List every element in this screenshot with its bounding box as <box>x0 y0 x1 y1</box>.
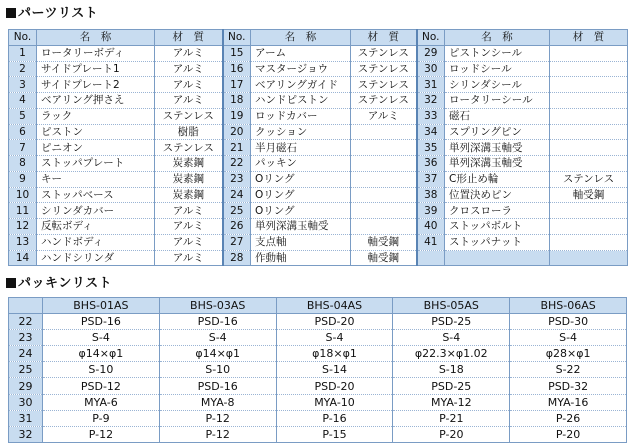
packing-no-header <box>9 298 43 314</box>
part-material: アルミ <box>155 45 223 61</box>
part-no: 27 <box>223 234 251 250</box>
part-material <box>351 219 417 235</box>
part-material: 樹脂 <box>155 124 223 140</box>
material-header: 材 質 <box>550 30 628 46</box>
packing-code: P-9 <box>43 410 160 426</box>
packing-code: PSD-25 <box>393 378 510 394</box>
part-material <box>351 140 417 156</box>
part-material: アルミ <box>155 219 223 235</box>
part-material: ステンレス <box>155 140 223 156</box>
packing-code: S-10 <box>43 362 160 378</box>
part-name: 反転ボディ <box>37 219 155 235</box>
part-material: 軸受鋼 <box>351 250 417 266</box>
part-name: 位置決めピン <box>445 187 550 203</box>
packing-code: φ22.3×φ1.02 <box>393 346 510 362</box>
packing-part-no: 32 <box>9 426 43 442</box>
packing-code: PSD-12 <box>43 378 160 394</box>
part-name: ロッドシール <box>445 61 550 77</box>
part-no: 29 <box>417 45 445 61</box>
part-material: 軸受鋼 <box>351 234 417 250</box>
part-no: 31 <box>417 77 445 93</box>
part-no: 5 <box>9 108 37 124</box>
part-no: 15 <box>223 45 251 61</box>
part-name: ストッパボルト <box>445 219 550 235</box>
part-material <box>351 187 417 203</box>
part-name: Oリング <box>251 187 351 203</box>
part-no: 8 <box>9 156 37 172</box>
part-material: アルミ <box>155 250 223 266</box>
part-material: 炭素鋼 <box>155 171 223 187</box>
part-name: 単列深溝玉軸受 <box>251 219 351 235</box>
parts-row <box>9 61 628 77</box>
packing-part-no: 31 <box>9 410 43 426</box>
part-name <box>445 250 550 266</box>
parts-row <box>9 203 628 219</box>
material-header: 材 質 <box>155 30 223 46</box>
parts-row <box>9 219 628 235</box>
part-material <box>351 156 417 172</box>
no-header: No. <box>9 30 37 46</box>
model-header: BHS-06AS <box>510 298 627 314</box>
part-no: 18 <box>223 93 251 109</box>
part-no: 35 <box>417 140 445 156</box>
packing-code: φ18×φ1 <box>276 346 393 362</box>
part-name: C形止め輪 <box>445 171 550 187</box>
packing-code: S-18 <box>393 362 510 378</box>
parts-row <box>9 156 628 172</box>
part-material: 軸受鋼 <box>550 187 628 203</box>
no-header: No. <box>223 30 251 46</box>
part-material <box>550 61 628 77</box>
part-material: 炭素鋼 <box>155 187 223 203</box>
part-no: 33 <box>417 108 445 124</box>
parts-row <box>9 140 628 156</box>
parts-table <box>8 29 628 266</box>
part-name: パッキン <box>251 156 351 172</box>
part-material <box>550 203 628 219</box>
packing-row <box>9 362 627 378</box>
part-no: 16 <box>223 61 251 77</box>
part-no: 12 <box>9 219 37 235</box>
part-name: ロータリーボディ <box>37 45 155 61</box>
packing-code: MYA-10 <box>276 394 393 410</box>
packing-code: S-14 <box>276 362 393 378</box>
part-name: ハンドシリンダ <box>37 250 155 266</box>
part-material <box>550 108 628 124</box>
part-material <box>550 234 628 250</box>
packing-part-no: 29 <box>9 378 43 394</box>
part-name: サイドプレート2 <box>37 77 155 93</box>
parts-row <box>9 45 628 61</box>
part-name: 半月磁石 <box>251 140 351 156</box>
packing-part-no: 30 <box>9 394 43 410</box>
part-no: 6 <box>9 124 37 140</box>
packing-code: PSD-32 <box>510 378 627 394</box>
part-name: ベアリングガイド <box>251 77 351 93</box>
packing-code: P-21 <box>393 410 510 426</box>
packing-row <box>9 426 627 442</box>
part-material: アルミ <box>155 234 223 250</box>
part-material: アルミ <box>351 108 417 124</box>
part-no: 38 <box>417 187 445 203</box>
packing-table <box>8 297 627 443</box>
part-material <box>550 93 628 109</box>
part-name: クッション <box>251 124 351 140</box>
packing-code: PSD-25 <box>393 314 510 330</box>
part-material <box>550 156 628 172</box>
parts-row <box>9 108 628 124</box>
part-name: 磁石 <box>445 108 550 124</box>
parts-row <box>9 171 628 187</box>
packing-code: S-10 <box>159 362 276 378</box>
part-name: ストッパプレート <box>37 156 155 172</box>
model-header: BHS-04AS <box>276 298 393 314</box>
packing-code: P-12 <box>43 426 160 442</box>
part-name: サイドプレート1 <box>37 61 155 77</box>
part-no: 9 <box>9 171 37 187</box>
parts-row <box>9 124 628 140</box>
packing-code: P-20 <box>510 426 627 442</box>
part-no: 7 <box>9 140 37 156</box>
part-no: 39 <box>417 203 445 219</box>
part-no: 11 <box>9 203 37 219</box>
part-name: 単列深溝玉軸受 <box>445 156 550 172</box>
part-name: ベアリング押さえ <box>37 93 155 109</box>
part-name: クロスローラ <box>445 203 550 219</box>
packing-code: P-12 <box>159 410 276 426</box>
part-material <box>351 171 417 187</box>
packing-code: S-4 <box>276 330 393 346</box>
part-material <box>550 219 628 235</box>
material-header: 材 質 <box>351 30 417 46</box>
name-header: 名 称 <box>37 30 155 46</box>
part-no: 1 <box>9 45 37 61</box>
part-material <box>550 45 628 61</box>
name-header: 名 称 <box>445 30 550 46</box>
packing-row <box>9 410 627 426</box>
name-header: 名 称 <box>251 30 351 46</box>
part-no: 20 <box>223 124 251 140</box>
no-header: No. <box>417 30 445 46</box>
part-no: 24 <box>223 187 251 203</box>
packing-code: φ28×φ1 <box>510 346 627 362</box>
packing-code: MYA-6 <box>43 394 160 410</box>
packing-part-no: 22 <box>9 314 43 330</box>
packing-row <box>9 378 627 394</box>
part-material: アルミ <box>155 61 223 77</box>
packing-code: PSD-16 <box>43 314 160 330</box>
part-material <box>351 203 417 219</box>
part-no: 19 <box>223 108 251 124</box>
packing-code: S-22 <box>510 362 627 378</box>
part-name: アーム <box>251 45 351 61</box>
part-no: 36 <box>417 156 445 172</box>
packing-row <box>9 314 627 330</box>
part-name: ハンドボディ <box>37 234 155 250</box>
parts-row <box>9 250 628 266</box>
packing-part-no: 24 <box>9 346 43 362</box>
packing-row <box>9 346 627 362</box>
part-no <box>417 250 445 266</box>
part-name: 単列深溝玉軸受 <box>445 140 550 156</box>
packing-code: S-4 <box>159 330 276 346</box>
packing-code: PSD-20 <box>276 378 393 394</box>
part-name: ピニオン <box>37 140 155 156</box>
packing-code: P-20 <box>393 426 510 442</box>
packing-code: S-4 <box>43 330 160 346</box>
square-bullet-icon <box>6 8 16 18</box>
part-name: キー <box>37 171 155 187</box>
packing-list-heading <box>6 276 112 292</box>
part-no: 13 <box>9 234 37 250</box>
part-name: ストッパナット <box>445 234 550 250</box>
model-header: BHS-03AS <box>159 298 276 314</box>
packing-code: MYA-12 <box>393 394 510 410</box>
part-name: スプリングピン <box>445 124 550 140</box>
parts-list-heading <box>6 6 98 22</box>
part-material: ステンレス <box>351 93 417 109</box>
part-no: 25 <box>223 203 251 219</box>
part-no: 2 <box>9 61 37 77</box>
part-name: ストッパベース <box>37 187 155 203</box>
part-material: ステンレス <box>351 77 417 93</box>
part-no: 21 <box>223 140 251 156</box>
part-material <box>351 124 417 140</box>
packing-row <box>9 330 627 346</box>
part-name: マスタージョウ <box>251 61 351 77</box>
model-header: BHS-05AS <box>393 298 510 314</box>
part-material: ステンレス <box>155 108 223 124</box>
packing-code: PSD-16 <box>159 378 276 394</box>
packing-part-no: 23 <box>9 330 43 346</box>
part-no: 3 <box>9 77 37 93</box>
packing-code: φ14×φ1 <box>43 346 160 362</box>
packing-code: S-4 <box>510 330 627 346</box>
parts-row <box>9 77 628 93</box>
part-no: 17 <box>223 77 251 93</box>
packing-header-row <box>9 298 627 314</box>
parts-row <box>9 234 628 250</box>
part-name: Oリング <box>251 171 351 187</box>
packing-code: S-4 <box>393 330 510 346</box>
part-material <box>550 140 628 156</box>
part-name: ピストン <box>37 124 155 140</box>
packing-code: φ14×φ1 <box>159 346 276 362</box>
part-no: 26 <box>223 219 251 235</box>
part-material <box>550 250 628 266</box>
packing-row <box>9 394 627 410</box>
part-no: 34 <box>417 124 445 140</box>
part-no: 4 <box>9 93 37 109</box>
part-name: ハンドピストン <box>251 93 351 109</box>
part-no: 10 <box>9 187 37 203</box>
packing-code: P-15 <box>276 426 393 442</box>
part-material: ステンレス <box>351 45 417 61</box>
model-header: BHS-01AS <box>43 298 160 314</box>
part-material: アルミ <box>155 203 223 219</box>
parts-row <box>9 93 628 109</box>
parts-list-title: パーツリスト <box>18 6 99 21</box>
packing-part-no: 25 <box>9 362 43 378</box>
part-material: アルミ <box>155 93 223 109</box>
part-name: 作動軸 <box>251 250 351 266</box>
packing-code: PSD-20 <box>276 314 393 330</box>
part-no: 14 <box>9 250 37 266</box>
packing-code: PSD-16 <box>159 314 276 330</box>
part-name: シリンダシール <box>445 77 550 93</box>
packing-code: MYA-8 <box>159 394 276 410</box>
part-name: Oリング <box>251 203 351 219</box>
part-name: ロッドカバー <box>251 108 351 124</box>
part-no: 23 <box>223 171 251 187</box>
part-name: シリンダカバー <box>37 203 155 219</box>
part-no: 30 <box>417 61 445 77</box>
parts-header-row <box>9 30 628 46</box>
part-material <box>550 124 628 140</box>
packing-code: P-12 <box>159 426 276 442</box>
part-name: ロータリーシール <box>445 93 550 109</box>
part-material: ステンレス <box>351 61 417 77</box>
part-no: 41 <box>417 234 445 250</box>
part-material: 炭素鋼 <box>155 156 223 172</box>
part-name: 支点軸 <box>251 234 351 250</box>
packing-list-title: パッキンリスト <box>18 276 113 291</box>
parts-row <box>9 187 628 203</box>
part-material <box>550 77 628 93</box>
part-name: ピストンシール <box>445 45 550 61</box>
part-material: アルミ <box>155 77 223 93</box>
part-material: ステンレス <box>550 171 628 187</box>
packing-code: MYA-16 <box>510 394 627 410</box>
part-name: ラック <box>37 108 155 124</box>
square-bullet-icon <box>6 278 16 288</box>
packing-code: P-26 <box>510 410 627 426</box>
part-no: 22 <box>223 156 251 172</box>
part-no: 40 <box>417 219 445 235</box>
part-no: 32 <box>417 93 445 109</box>
packing-code: P-16 <box>276 410 393 426</box>
packing-code: PSD-30 <box>510 314 627 330</box>
part-no: 28 <box>223 250 251 266</box>
part-no: 37 <box>417 171 445 187</box>
